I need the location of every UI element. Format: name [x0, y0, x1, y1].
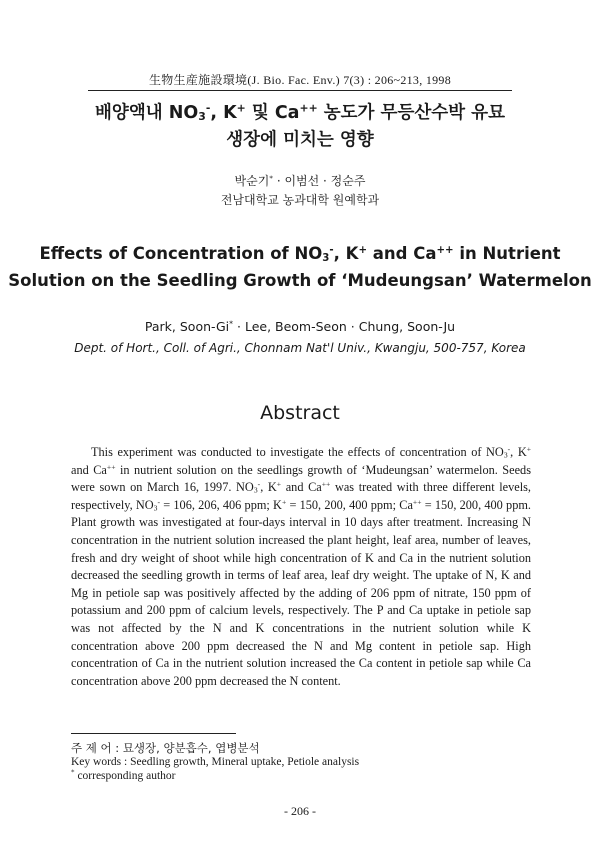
page-number: - 206 -: [284, 804, 316, 818]
abstract-heading: Abstract: [260, 402, 340, 424]
footnote-rule: [71, 733, 236, 734]
keywords-korean: 주 제 어 : 묘생장, 양분흡수, 엽병분석: [71, 741, 260, 755]
abstract-body: [71, 444, 531, 690]
journal-header: 生物生産施設環境(J. Bio. Fac. Env.) 7(3) : 206~213, 1998: [148, 73, 452, 87]
korean-affiliation: 전남대학교 농과대학 원예학과: [220, 193, 380, 207]
english-title: Effects of Concentration of $NO_3^-$, K+ and Ca++ in Nutrient: [39, 244, 561, 265]
english-title-line2: Solution on the Seedling Growth of ‘Mudeungsan’ Watermelon: [8, 271, 592, 290]
english-affiliation: Dept. of Hort., Coll. of Agri., Chonnam Nat'l Univ., Kwangju, 500-757, Korea: [74, 341, 526, 355]
korean-title: 배양액내 $NO_3^-$, K+ 및 Ca++ 농도가 무등산수박 유묘: [95, 101, 505, 124]
korean-authors: 박순기* · 이범선 · 정순주: [234, 173, 366, 188]
abstract-paragraph: This experiment was conducted to investigate the effects of concentration of $NO_3^-$, K+ and Ca++ in nutrient solution on the seedlings growth of ‘Mudeungsan’ watermelon. Seeds were sown on March 16, 1997. $NO_3^-$, K+ and Ca++ was treated with three different levels, respectively, $NO_3^- = 106$, 206, 406 ppm; K+ = 150, 200, 400 ppm; Ca++ = 150, 200, 400 ppm. Plant growth was investigated at four-days interval in 10 days after treatment. Increasing N concentration in the nutrient solution increased the plant height, leaf area, number of leaves, fresh and dry weight of shoot while high concentration of K and Ca in the nutrient solution decreased the seedling growth in terms of leaf area, leaf dry weight. The uptake of N, K and Mg in petiole sap was positively affected by the adding of 206 ppm of nitrate, 150 ppm of potassium and 200 ppm of calcium levels, respectively. The P and Ca uptake in petiole sap was not affected by the N and K concentrations in the nutrient solution while K concentration above 200 ppm decreased the N and Mg content in petiole sap. High concentration of Ca in the nutrient solution increased the Ca content in petiole sap while Ca concentration above 200 ppm decreased the N content.: [71, 444, 532, 688]
header-rule: [88, 90, 512, 91]
corresponding-author-note: * corresponding author: [71, 768, 176, 782]
keywords-english: Key words : Seedling growth, Mineral uptake, Petiole analysis: [71, 756, 360, 768]
english-authors: Park, Soon-Gi* · Lee, Beom-Seon · Chung, Soon-Ju: [144, 319, 456, 334]
korean-title-line2: 생장에 미치는 영향: [226, 130, 374, 150]
